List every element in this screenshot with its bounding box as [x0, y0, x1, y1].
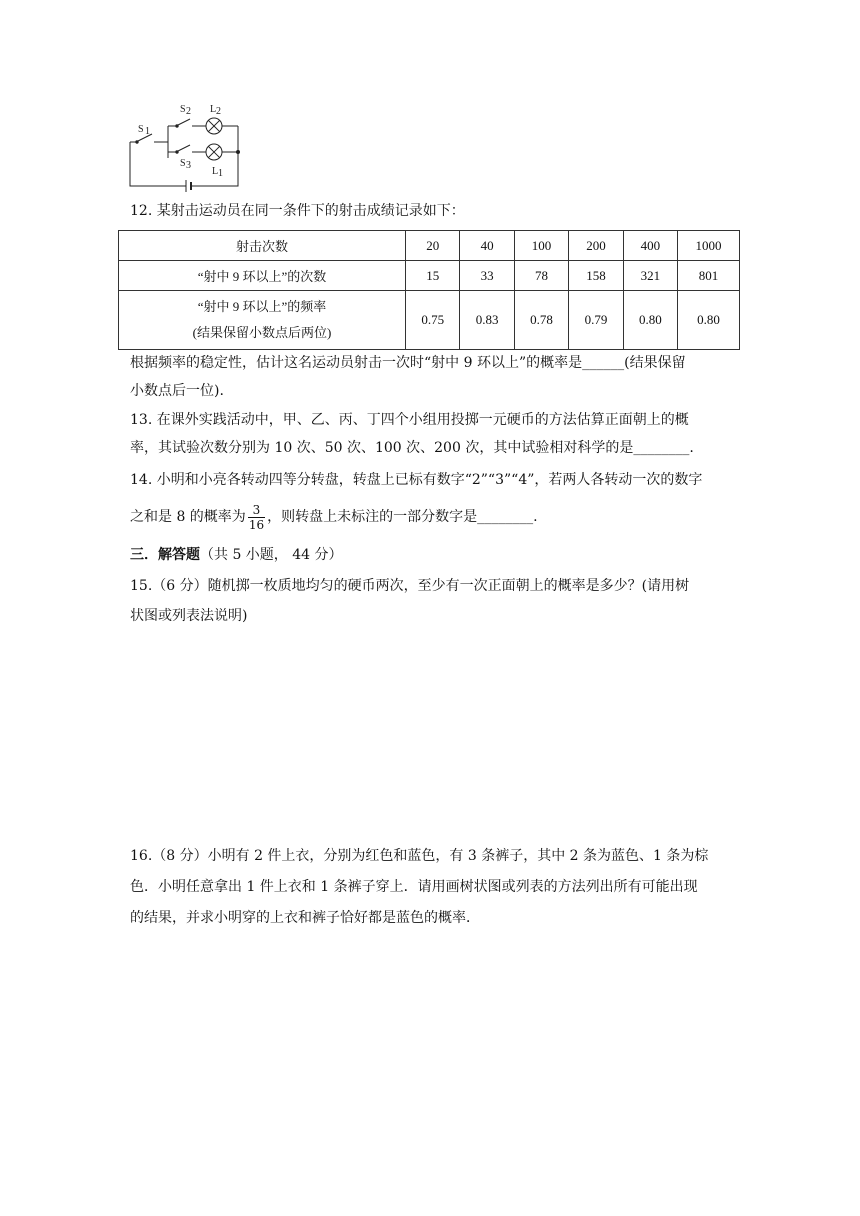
- table-row: [119, 291, 740, 350]
- table-cell: 158: [569, 261, 623, 291]
- q13-line1: 13. 在课外实践活动中，甲、乙、丙、丁四个小组用投掷一元硬币的方法估算正面朝上的概: [130, 412, 689, 428]
- circuit-diagram: [124, 100, 254, 192]
- section-3-heading: [130, 545, 740, 565]
- circuit-label-s2-sub: 2: [186, 106, 191, 117]
- circuit-label-l2: L: [210, 104, 217, 115]
- table-cell: 20: [406, 231, 460, 261]
- table-cell: 0.80: [623, 291, 677, 350]
- table-cell: 0.75: [406, 291, 460, 350]
- q13-line2: 率，其试验次数分别为 10 次、50 次、100 次、200 次，其中试验相对科学的是________.: [130, 440, 694, 456]
- row-label-frequency-line2: (结果保留小数点后两位): [192, 325, 332, 340]
- circuit-label-l1-sub: 1: [218, 168, 223, 179]
- row-label-frequency: [119, 291, 406, 350]
- q16-line3: 的结果，并求小明穿的上衣和裤子恰好都是蓝色的概率．: [130, 910, 480, 926]
- table-cell: 400: [623, 231, 677, 261]
- q14-line2-before: 之和是 8 的概率为: [130, 509, 246, 525]
- circuit-label-s1-sub: 1: [145, 126, 150, 137]
- q16-line1: 16.（8 分）小明有 2 件上衣，分别为红色和蓝色，有 3 条裤子，其中 2 条为蓝色、1 条为棕: [130, 848, 709, 864]
- table-cell: 100: [514, 231, 568, 261]
- row-label-hits: “射中 9 环以上”的次数: [119, 261, 406, 291]
- table-cell: 40: [460, 231, 514, 261]
- fraction-numerator: 3: [248, 503, 265, 518]
- circuit-label-s1: S: [138, 124, 144, 135]
- circuit-label-s3-sub: 3: [186, 160, 191, 171]
- q12-after-line1: 根据频率的稳定性，估计这名运动员射击一次时“射中 9 环以上”的概率是______(结果保留: [130, 355, 686, 371]
- row-label-shots: 射击次数: [119, 231, 406, 261]
- table-cell: 15: [406, 261, 460, 291]
- q12-text: 12. 某射击运动员在同一条件下的射击成绩记录如下：: [130, 203, 465, 219]
- circuit-label-l2-sub: 2: [216, 106, 221, 117]
- table-cell: 200: [569, 231, 623, 261]
- shooting-score-table: [118, 230, 740, 350]
- table-cell: 0.78: [514, 291, 568, 350]
- circuit-label-s2: S: [180, 104, 186, 115]
- q15-line1: 15.（6 分）随机掷一枚质地均匀的硬币两次，至少有一次正面朝上的概率是多少？(请用树: [130, 578, 690, 594]
- table-cell: 801: [678, 261, 740, 291]
- table-cell: 0.83: [460, 291, 514, 350]
- table-cell: 321: [623, 261, 677, 291]
- probability-fraction: [248, 503, 265, 532]
- row-label-frequency-line1: “射中 9 环以上”的频率: [197, 299, 327, 314]
- q15-line2: 状图或列表法说明): [130, 608, 248, 624]
- section-3-detail: （共 5 小题， 44 分）: [200, 547, 343, 563]
- table-cell: 0.80: [678, 291, 740, 350]
- q16-line2: 色．小明任意拿出 1 件上衣和 1 条裤子穿上．请用画树状图或列表的方法列出所有可能出现: [130, 879, 698, 895]
- circuit-label-l1: L: [212, 166, 219, 177]
- table-cell: 33: [460, 261, 514, 291]
- circuit-label-s3: S: [180, 158, 186, 169]
- q14-line2: [130, 500, 740, 534]
- section-3-title: 三．解答题: [130, 547, 200, 563]
- table-cell: 0.79: [569, 291, 623, 350]
- fraction-denominator: 16: [248, 517, 265, 532]
- table-cell: 78: [514, 261, 568, 291]
- q12-after-line2: 小数点后一位).: [130, 383, 224, 399]
- table-row: [119, 231, 740, 261]
- table-cell: 1000: [678, 231, 740, 261]
- table-row: [119, 261, 740, 291]
- q14-line1: 14. 小明和小亮各转动四等分转盘，转盘上已标有数字“2”“3”“4”，若两人各转动一次的数字: [130, 472, 703, 488]
- q14-line2-after: ，则转盘上未标注的一部分数字是________.: [267, 509, 538, 525]
